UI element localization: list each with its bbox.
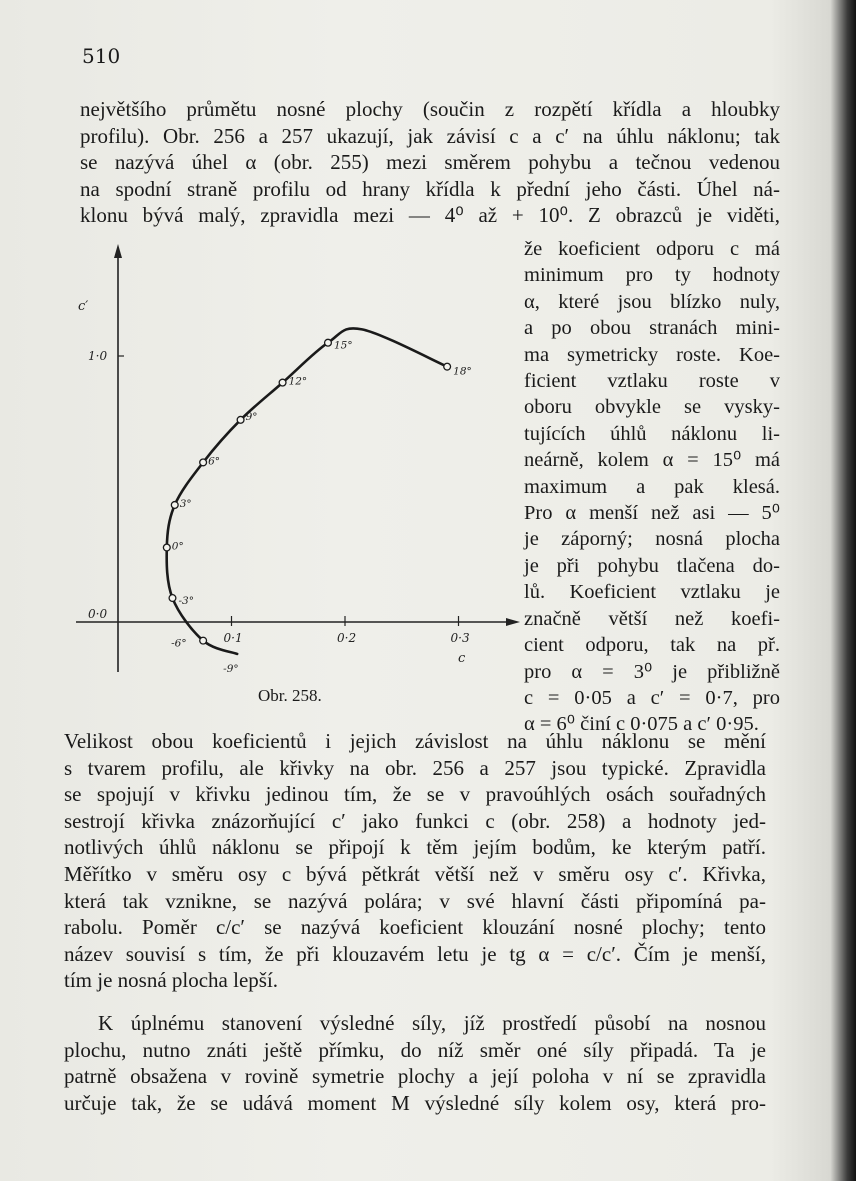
- polar-curve-chart: [70, 236, 525, 706]
- data-point: [169, 595, 176, 602]
- text-line: α, které jsou blízko nuly,: [524, 290, 780, 313]
- y-tick-label: 1·0: [88, 349, 108, 363]
- text-line: ficient vztlaku roste v: [524, 370, 780, 393]
- point-label: 0°: [171, 540, 184, 553]
- text-line: neárně, kolem α = 15⁰ má: [524, 449, 780, 472]
- text-line: Velikost obou koeficientů i jejich závislost na úhlu náklonu se mění: [64, 729, 766, 753]
- text-line: a po obou stranách mini-: [524, 317, 780, 340]
- text-line: notlivých úhlů náklonu se připojí k těm jejím bodům, ke kterým patří.: [64, 835, 766, 860]
- text-line: je při pohybu tlačena do-: [524, 554, 780, 577]
- data-point: [444, 363, 451, 370]
- x-axis-arrow: [506, 618, 520, 626]
- point-label: 15°: [333, 339, 353, 352]
- data-point: [163, 544, 170, 551]
- text-line: maximum a pak klesá.: [524, 475, 780, 498]
- point-label: 3°: [179, 497, 192, 510]
- page-number: 510: [82, 44, 121, 68]
- text-line: značně větší než koefi-: [524, 607, 780, 630]
- text-line: na spodní straně profilu od hrany křídla k přední jeho části. Úhel ná-: [80, 176, 780, 201]
- x-tick-label: 0·3: [450, 631, 470, 645]
- data-point: [279, 379, 286, 386]
- text-line: klonu bývá malý, zpravidla mezi — 4⁰ až + 10⁰. Z obrazců je viděti,: [80, 203, 780, 228]
- text-line: lů. Koeficient vztlaku je: [524, 581, 780, 604]
- text-line: sestrojí křivka znázorňující c′ jako funkci c (obr. 258) a hodnoty jed-: [64, 808, 766, 833]
- text-line: pro α = 3⁰ je přibližně: [524, 660, 780, 683]
- text-line: která tak vznikne, se nazývá polára; v své hlavní části připomíná pa-: [64, 888, 766, 913]
- paragraph-side: [524, 236, 780, 738]
- text-line: tujících úhlů náklonu li-: [524, 422, 780, 445]
- text-line: se spojují v křivku jedinou tím, že se v pravoúhlých osách souřadných: [64, 782, 766, 807]
- paragraph-top: [80, 96, 780, 229]
- text-line: tím je nosná plocha lepší.: [64, 968, 279, 993]
- text-line: s tvarem profilu, ale křivky na obr. 256 a 257 jsou typické. Zpravidla: [64, 755, 766, 780]
- point-label: 6°: [208, 455, 221, 468]
- figure-caption: Obr. 258.: [258, 686, 322, 705]
- point-label: -3°: [178, 595, 194, 608]
- text-line: rabolu. Poměr c/c′ se nazývá koeficient klouzání nosné plochy; tento: [64, 915, 766, 940]
- x-tick-label: 0·1: [223, 631, 243, 645]
- paragraph-middle: [64, 728, 766, 994]
- x-axis-label: c: [458, 651, 466, 666]
- y-axis-arrow: [114, 244, 122, 258]
- text-line: název souvisí s tím, že při klouzavém letu je tg α = c/c′. Čím je menší,: [64, 941, 766, 966]
- text-line: ma symetricky roste. Koe-: [524, 343, 780, 366]
- polar-curve-figure: [70, 236, 525, 706]
- paragraph-bottom: [64, 1010, 766, 1116]
- x-tick-label: 0·2: [337, 631, 357, 645]
- data-point: [200, 637, 207, 644]
- text-line: patrně obsažena v rovině symetrie plochy a její poloha v ní se zpravidla: [64, 1064, 766, 1089]
- origin-label: 0·0: [88, 607, 108, 621]
- text-line: že koeficient odporu c má: [524, 238, 780, 260]
- text-line: určuje tak, že se udává moment M výsledné síly kolem osy, která pro-: [64, 1090, 766, 1115]
- point-label: 18°: [453, 365, 472, 378]
- text-line: α = 6⁰ činí c 0·075 a c′ 0·95.: [524, 713, 759, 736]
- text-line: K úplnému stanovení výsledné síly, jíž prostředí působí na nosnou: [98, 1011, 766, 1035]
- text-line: Pro α menší než asi — 5⁰: [524, 502, 780, 525]
- text-line: největšího průmětu nosné plochy (součin z rozpětí křídla a hloubky: [80, 97, 780, 121]
- text-line: c = 0·05 a c′ = 0·7, pro: [524, 686, 780, 709]
- text-line: Měřítko v směru osy c bývá pětkrát větší než v směru osy c′. Křivka,: [64, 861, 766, 886]
- text-line: profilu). Obr. 256 a 257 ukazují, jak závisí c a c′ na úhlu náklonu; tak: [80, 123, 780, 148]
- point-label: 9°: [245, 410, 258, 423]
- text-line: minimum pro ty hodnoty: [524, 264, 780, 287]
- text-line: je záporný; nosná plocha: [524, 528, 780, 551]
- point-label: -6°: [171, 637, 187, 650]
- y-axis-label: c′: [78, 299, 89, 314]
- data-point: [200, 459, 207, 466]
- data-point: [171, 502, 178, 509]
- point-label: 12°: [288, 375, 308, 388]
- text-line: se nazývá úhel α (obr. 255) mezi směrem pohybu a tečnou vedenou: [80, 150, 780, 175]
- data-point: [325, 339, 332, 346]
- point-label: -9°: [223, 662, 239, 675]
- text-line: cient odporu, tak na př.: [524, 634, 780, 657]
- text-line: oboru obvykle se vysky-: [524, 396, 780, 419]
- text-line: plochu, nutno znáti ještě přímku, do níž směr oné síly připadá. Ta je: [64, 1037, 766, 1062]
- data-point: [237, 416, 244, 423]
